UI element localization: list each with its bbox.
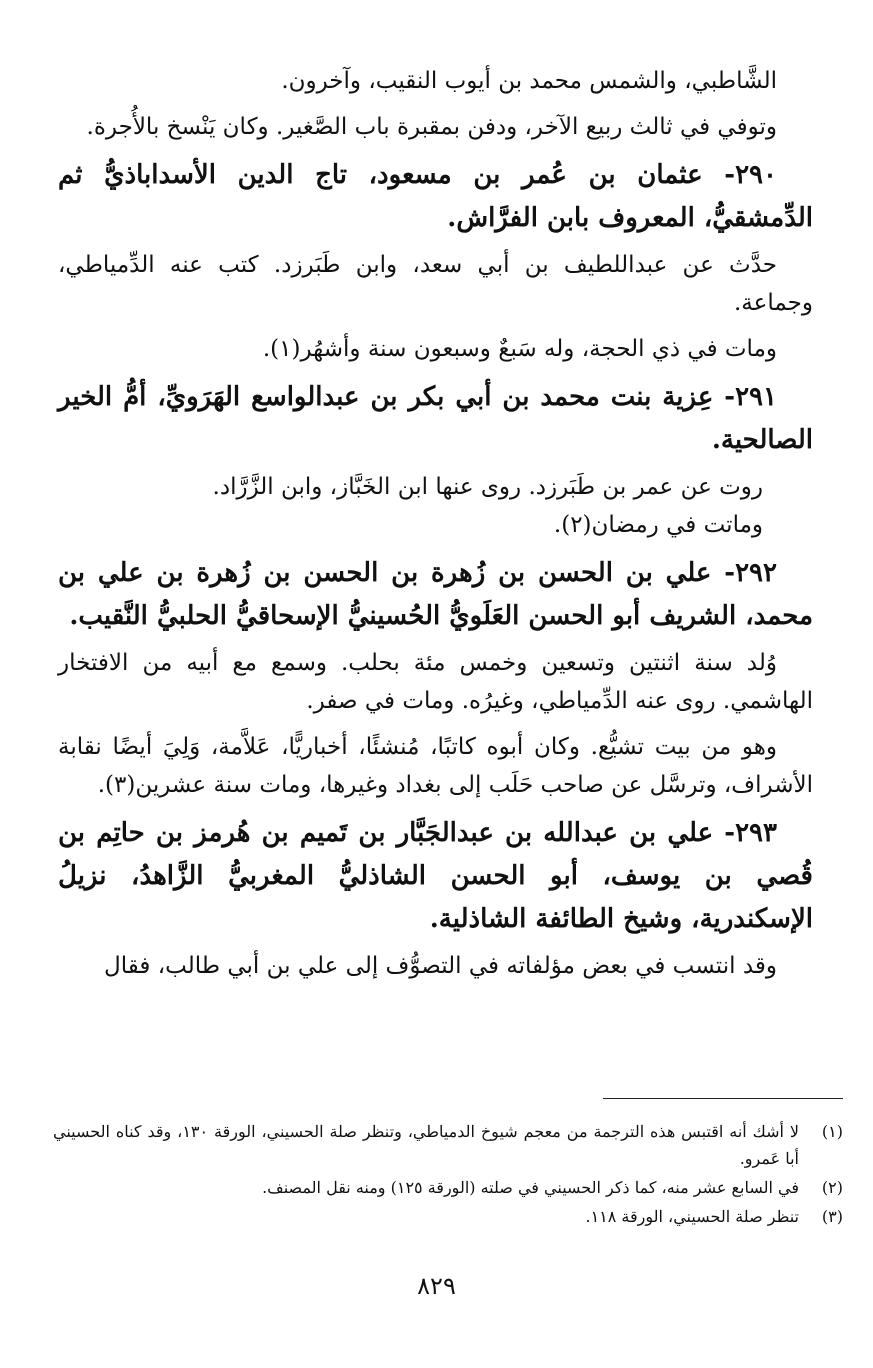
paragraph: حدَّث عن عبداللطيف بن أبي سعد، وابن طَبَرزد. كتب عنه الدِّمياطي، وجماعة. xyxy=(58,252,813,316)
footnote-text: لا أشك أنه اقتبس هذه الترجمة من معجم شيوخ الدمياطي، وتنظر صلة الحسيني، الورقة ١٣٠، وقد كناه الحسيني أبا عَمرو. xyxy=(53,1122,800,1168)
page-number: ٨٢٩ xyxy=(417,1272,456,1300)
entry-heading-292: ٢٩٢- علي بن الحسن بن زُهرة بن الحسن بن زُهرة بن علي بن محمد، الشريف أبو الحسن العَلَويُّ الحُسينيُّ الإسحاقيُّ الحلبيُّ النَّقيب. xyxy=(58,558,813,631)
footnote-number: (٢) xyxy=(821,1178,843,1197)
footnote-number: (٣) xyxy=(821,1207,843,1226)
paragraph: الشَّاطبي، والشمس محمد بن أيوب النقيب، وآخرون. xyxy=(281,68,777,94)
paragraph: روت عن عمر بن طَبَرزد. روى عنها ابن الخَبَّاز، وابن الزَّرَّاد. xyxy=(212,474,763,500)
paragraph: وتوفي في ثالث ربيع الآخر، ودفن بمقبرة باب الصَّغير. وكان يَنْسخ بالأُجرة. xyxy=(86,114,777,140)
paragraph: وُلد سنة اثنتين وتسعين وخمس مئة بحلب. وسمع مع أبيه من الافتخار الهاشمي. روى عنه الدِّمياطي، وغيرُه. ومات في صفر. xyxy=(58,650,813,714)
footnote-divider xyxy=(603,1098,843,1099)
body-text xyxy=(58,62,813,993)
paragraph: وقد انتسب في بعض مؤلفاته في التصوُّف إلى علي بن أبي طالب، فقال xyxy=(104,953,777,979)
footnote-text: في السابع عشر منه، كما ذكر الحسيني في صلته (الورقة ١٢٥) ومنه نقل المصنف. xyxy=(262,1178,799,1197)
entry-heading-290: ٢٩٠- عثمان بن عُمر بن مسعود، تاج الدين الأسداباذيُّ ثم الدِّمشقيُّ، المعروف بابن الفرَّاش. xyxy=(58,160,813,233)
footnote xyxy=(53,1203,843,1230)
paragraph: وهو من بيت تشيُّع. وكان أبوه كاتبًا، مُنشئًا، أخباريًّا، عَلاَّمة، وَلِيَ أيضًا نقابة الأشراف، وترسَّل عن صاحب حَلَب إلى بغداد وغيرها، ومات سنة عشرين(٣). xyxy=(58,734,813,798)
footnote-number: (١) xyxy=(821,1122,843,1141)
footnotes xyxy=(53,1118,843,1232)
paragraph: وماتت في رمضان(٢). xyxy=(553,512,763,538)
footnote xyxy=(53,1118,843,1172)
entry-heading-291: ٢٩١- عِزية بنت محمد بن أبي بكر بن عبدالواسع الهَرَويِّ، أمُّ الخير الصالحية. xyxy=(58,382,813,455)
footnote xyxy=(53,1174,843,1201)
footnote-text: تنظر صلة الحسيني، الورقة ١١٨. xyxy=(585,1207,799,1226)
paragraph: ومات في ذي الحجة، وله سَبعٌ وسبعون سنة وأشهُر(١). xyxy=(262,336,777,362)
entry-heading-293: ٢٩٣- علي بن عبدالله بن عبدالجَبَّار بن تَميم بن هُرمز بن حاتِم بن قُصي بن يوسف، أبو الحسن الشاذليُّ المغربيُّ الزَّاهدُ، نزيلُ الإسكندرية، وشيخ الطائفة الشاذلية. xyxy=(58,818,813,934)
